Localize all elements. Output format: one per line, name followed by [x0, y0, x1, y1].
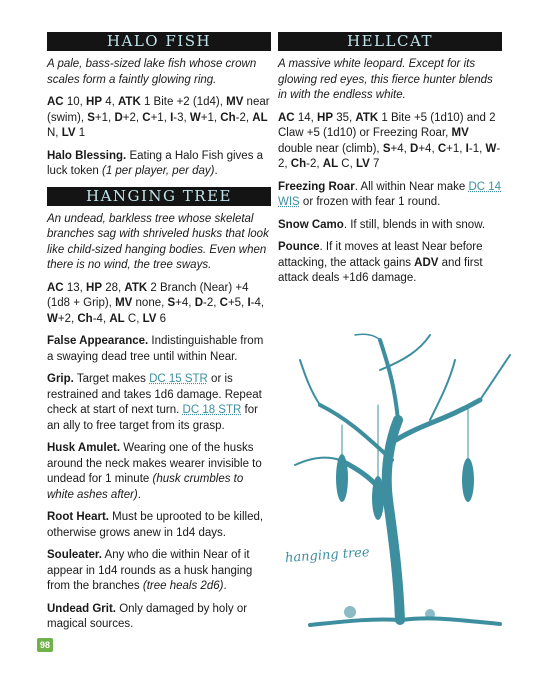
hanging-tree-stats: AC 13, HP 28, ATK 2 Branch (Near) +4 (1d8 + Grip), MV none, S+4, D-2, C+5, I-4, W+2, Ch-4, AL C, LV 6	[47, 281, 265, 325]
dc-link[interactable]: DC 14 WIS	[278, 180, 502, 208]
root-heart: Root Heart. Must be uprooted to be killed, otherwise grows anew in 1d4 days.	[47, 511, 264, 539]
grip-ability: Grip. Target makes DC 15 STR or is restrained and takes 1d6 damage. Repeat check at start of next turn. DC 18 STR for an ally to free target from its grasp.	[47, 373, 262, 432]
husk-amulet: Husk Amulet. Wearing one of the husks around the neck makes wearer invisible to undead for 1 minute (husk crumbles to white ashes after).	[47, 442, 262, 501]
pounce: Pounce. If it moves at least Near before attacking, the attack gains ADV and first attack deals +1d6 damage.	[278, 241, 483, 284]
undead-grit: Undead Grit. Only damaged by holy or magical sources.	[47, 602, 248, 630]
dc-link[interactable]: DC 15 STR	[149, 373, 208, 385]
hanging-tree-flavor: An undead, barkless tree whose skeletal branches sag with shriveled husks that look like child-sized hanging bodies. Even when there is no wind, the tree sways.	[47, 212, 269, 271]
hanging-tree-title: HANGING TREE	[47, 187, 271, 206]
illustration-caption: hanging tree	[284, 545, 371, 566]
freezing-roar: Freezing Roar. All within Near make DC 14 WIS or frozen with fear 1 round.	[278, 180, 502, 208]
hellcat-flavor: A massive white leopard. Except for its glowing red eyes, this fierce hunter blends in with the endless white.	[278, 58, 493, 101]
halo-fish-stats: AC 10, HP 4, ATK 1 Bite +2 (1d4), MV near (swim), S+1, D+2, C+1, I-3, W+1, Ch-2, AL N, LV 1	[47, 96, 270, 139]
halo-fish-title: HALO FISH	[47, 32, 271, 51]
hellcat-title: HELLCAT	[278, 32, 502, 51]
snow-camo: Snow Camo. If still, blends in with snow.	[278, 218, 486, 231]
hanging-tree-illustration	[280, 330, 520, 630]
souleater: Souleater. Any who die within Near of it appear in 1d4 rounds as a husk hanging from the branches (tree heals 2d6).	[47, 549, 253, 592]
right-column	[278, 32, 502, 294]
left-column	[47, 32, 271, 640]
dc-link[interactable]: DC 18 STR	[182, 404, 242, 416]
page-number: 98	[37, 638, 53, 652]
halo-blessing: Halo Blessing. Eating a Halo Fish gives a luck token (1 per player, per day).	[47, 149, 264, 177]
false-appearance: False Appearance. Indistinguishable from a swaying dead tree until within Near.	[47, 335, 264, 363]
hellcat-stats: AC 14, HP 35, ATK 1 Bite +5 (1d10) and 2 Claw +5 (1d10) or Freezing Roar, MV double near (climb), S+4, D+4, C+1, I-1, W-2, Ch-2, AL C, LV 7	[278, 111, 501, 170]
halo-fish-flavor: A pale, bass-sized lake fish whose crown scales form a faintly glowing ring.	[47, 58, 257, 86]
